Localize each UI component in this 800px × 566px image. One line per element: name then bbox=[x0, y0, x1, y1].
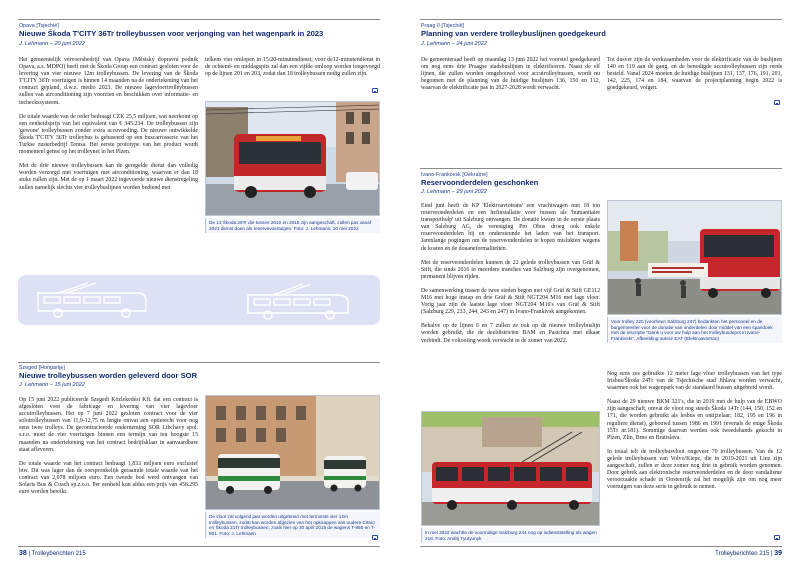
byline-szeged: J. Lehmann – 15 juni 2022 bbox=[19, 382, 85, 388]
section-rule-left bbox=[18, 362, 380, 363]
end-of-article-icon bbox=[774, 535, 780, 540]
szeged-column-1 bbox=[19, 397, 198, 496]
photo-illustration bbox=[422, 412, 600, 526]
page-number: 38 bbox=[19, 550, 27, 557]
paragraph: Nog eens zes gebruikte 12 meter lage vloer trolleybussen van het type Irisbus/Škoda 24Tr van de Tsjechische stad Jihlava worden verwacht, waarmee ook het wagenpark van de standaard bussen uitgebreid wordt. bbox=[607, 371, 782, 392]
caption-opava-photo: De 13 Škoda 26Tr die tussen 2010 en 2015 zijn aangeschaft, zullen pas vanaf 2023 dienst doen als reservevoertuigen. Foto: J. Lehmann, 10 mei 2022 bbox=[205, 218, 380, 233]
end-of-article-icon bbox=[774, 100, 780, 105]
byline-ivano-frankovsk: J. Lehmann – 29 juni 2022 bbox=[421, 189, 487, 195]
section-rule-right bbox=[420, 168, 782, 169]
caption-trolley-220-photo: Voor trolley 220 (voorheen Salzburg 247) bedankten het personeel en de burgemeester voor de donatie van onderdelen door middel van een spandoek met de inscriptie "Dank u voor uw hulp aan het trolleybusdepot in Ivano-Frankivsk!", Afbeelding auteur EAT (Elektroavtotran) bbox=[607, 317, 782, 343]
opava-column-2 bbox=[205, 57, 380, 78]
paragraph: Met de reserveonderdelen kunnen de 22 gelede trolleybussen van Gräf & Stift, die sinds 2016 in meerdere tranches van Salzburg zijn overgenomen, permanent blijven rijden. bbox=[421, 259, 600, 280]
ivano-column-2 bbox=[607, 371, 782, 491]
footer-left: 38 | Trolleyberichten 215 bbox=[19, 550, 86, 557]
paragraph: Met de drie nieuwe trolleybussen kan de geregelde dienst dan volledig worden verzorgd met voertuigen met airconditioning, waarvan er dan 18 stuks zullen zijn. Met de op 1 maart 2022 ingevoerde nieuwe dienstregeling zullen namelijk slechts vier trolleybuslijnen worden bediend met bbox=[19, 163, 198, 191]
photo-illustration bbox=[206, 396, 380, 510]
footer-rule-right bbox=[420, 546, 782, 547]
photo-skoda-26tr-trolleybus bbox=[205, 101, 380, 216]
photo-illustration bbox=[206, 102, 380, 216]
paragraph: In totaal telt de trolleybusvloot ongeveer 70 trolleybussen. Van de 12 gelede trolleybussen van Volvo/Kiepe, die in 2019-2021 uit Linz zijn aangeschaft, zullen er deze zomer nog drie in gebruik worden genomen. Door gebrek aan elektronische reserveonderdelen en de door vandalisme veroorzaakte schade in Oostenrijk zal het mogelijk zijn om nog meer voertuigen van deze serie in gebruik te nemen. bbox=[607, 448, 782, 491]
paragraph: Op 15 juni 2022 publiceerde Szegedi Közlekedési Kft. dat een contract is afgesloten voor de fabricage en levering van vier lagevloer accutrolleybussen. Het op 7 juni 2022 gesloten contract voor de vier solotrolleybussen van 11,9-12,75 m lengte omvat een optierecht voor nog eens twee trolleys. De gecontracteerde onderneming SOR Libchavy spol. s.r.o. moet de vier voertuigen binnen een termijn van ten hoogste 15 maanden na ondertekening van het contract bedrijfsklaar in aanvaardbare staat afleveren. bbox=[19, 397, 198, 453]
paragraph: telkens vier omlopen in 15/20-minutendienst; voor de12-minutendienst in de ochtend- en middagspits zal dan een vijfde omloop worden toegevoegd op de lijnen 201 en 203, zodat dan 18 trolleybussen nodig zullen zijn. bbox=[205, 57, 380, 78]
paragraph: De samenwerking tussen de twee steden begon met vijf Gräf & Stift GE112 M16 met hoge instap en drie Gräf & Stift NGT204 M16 met lage vloer. Vorig jaar zijn de laatste lage vloer NGT204 M16's van Gräf & Stift (Salzburg 229, 233, 244, 243 en 247) in Ivano-Frankivsk aangekomen. bbox=[421, 287, 600, 316]
trolleybus-silhouette-banner bbox=[18, 275, 380, 325]
end-of-article-icon bbox=[372, 88, 378, 93]
photo-szeged-trolleybuses bbox=[205, 395, 380, 510]
location-ivano-frankovsk: Ivano-Frankovsk [Oekraïne] bbox=[421, 172, 488, 178]
location-praag: Praag II [Tsjechië] bbox=[421, 23, 465, 29]
end-of-article-icon bbox=[372, 535, 378, 540]
magazine-title: Trolleyberichten 215 bbox=[715, 551, 770, 557]
paragraph: Eind juni heeft de KP 'Elektroavtotrans' een vrachtwagen met 18 ton reserveonderdelen en een hefinstallatie voor bussen als 'humanitaire transporthulp' uit Salzburg ontvangen. De donatie kwam in de eerste plaats van Salzburg AG, de vereniging Pro Obus droeg ook enkele reserveonderdelen bij en ondersteunde het laden van het transport. Jarenlange pogingen om de reserveonderdelen te kopen mislukten wegens de kosten en de douaneformaliteiten. bbox=[421, 203, 600, 252]
paragraph: De gemeenteraad heeft op maandag 13 juni 2022 het voorstel goedgekeurd om nog eens drie Praagse stadsbuslijnen te elektrificeren. Naast de elf lijnen, die zullen worden omgebouwd voor accutrolleybussen, wordt nu begonnen met de planning van de huidige buslijnen 136, 150 en 112, waarvan de elektrificatie pas in 2027-2028 wordt verwacht. bbox=[421, 57, 600, 92]
footer-right: Trolleyberichten 215 | 39 bbox=[715, 550, 782, 557]
ivano-column-1 bbox=[421, 203, 600, 345]
paragraph: Naast de 29 nieuwe BKM 321's, die in 2019 met de hulp van de EBWO zijn aangeschaft, omvat de vloot nog steeds Škoda 14Tr (144, 150, 152 en 171, die worden gebruikt als lesbus en ontijzelaar; 182, 195 en 196 in reguliere dienst), gebouwd tussen 1986 en 1991 (evenals de enige Škoda 15Tr nr.181). Sommige daarvan werden ook tweedehands gekocht in Plzen, Zlin, Brno en Bratislava. bbox=[607, 399, 782, 441]
paragraph: De totale waarde van de order bedraagt CZK 25,5 miljoen, wat neerkomt op een eenheidsprijs van het equivalent van € 345.234. De trolleybussen zijn 'gewone' trolleybussen zonder extra accuvoeding. De nieuwe ontwikkelde Škoda T'CITY 36Tr trolleybus is gebaseerd op een buscarrosserie van het Turkse zusterbedrijf Temsa. Het eerste prototype van het product wordt momenteel getest op het trolleynet in het Plzen. bbox=[19, 113, 198, 156]
top-rule-left bbox=[18, 19, 380, 20]
magazine-title: Trolleyberichten 215 bbox=[31, 551, 86, 557]
byline-praag: J. Lehmann – 24 juni 2022 bbox=[421, 41, 487, 47]
headline-szeged: Nieuwe trolleybussen worden geleverd door SOR bbox=[19, 371, 198, 380]
headline-opava: Nieuwe Škoda T'CITY 36Tr trolleybussen voor verjonging van het wagenpark in 2023 bbox=[19, 29, 324, 38]
trolleybus-silhouette-icon bbox=[18, 275, 380, 325]
caption-szeged-photo: De vloot zal volgend jaar worden uitgebreid met terminste vier 12m trolleybussen, zodat kan worden afgezien van het opknappen van oudere Citaro en Škoda 21Tr trolleybussen, zoals hier op 30 april 2019 de wagens T-865 en T-801. Foto: J. Lehmann bbox=[205, 512, 380, 538]
paragraph: Behalve op de lijnen 6 en 7 zullen ze ook op de nieuwe trolleybuslijn worden gebruikt, die de deeldistricten BAM en Pasichna met elkaar verbindt. De voltooiing wordt verwacht in de zomer van 2022. bbox=[421, 323, 600, 344]
praag-column-1 bbox=[421, 57, 600, 92]
location-opava: Opava [Tsjechië] bbox=[19, 23, 59, 29]
photo-illustration bbox=[608, 201, 782, 315]
paragraph: De totale waarde van het contract bedraagt 1,833 miljoen euro exclusief btw. Dit was lager dan de oorspronkelijk geraamde totale waarde van het contract van 2,078 miljoen euro. Een tweede bod werd ontvangen van Solaris Bus & Coach sp.z.o.o. Per eenheid kon aldus een prijs van 458.295 euro worden bereikt. bbox=[19, 460, 198, 496]
caption-salzburg-244-photo: In mei 2022 wachtte de voormalige Salzburg 244 nog op indienststelling als wagen 218. Foto: Andrij Tyutyunyk bbox=[421, 528, 600, 543]
headline-ivano-frankovsk: Reservoonderdelen geschonken bbox=[421, 178, 539, 187]
praag-column-2 bbox=[607, 57, 782, 92]
top-rule-right bbox=[420, 19, 782, 20]
photo-trolley-220-banner bbox=[607, 200, 782, 315]
footer-rule-left bbox=[18, 546, 380, 547]
photo-salzburg-244-articulated bbox=[421, 411, 600, 526]
paragraph: Het gemeentelijk vervoersbedrijf van Opava (Městský dopravní podnik Opava, a.s. MDPO) heeft met de Škoda Group een contract gesloten voor de levering van vier nieuwe 12m trolleybussen. De levering van de Škoda T'CITY 36Tr voertuigen is binnen 14 maanden na de ondertekening van het contract gepland, d.w.z. medio 2023. De nieuwe lagevloertrolleybussen zullen van airconditioning zijn voorzien en beschikken over informatie- en incheckssysteem. bbox=[19, 57, 198, 106]
page-number: 39 bbox=[774, 550, 782, 557]
opava-column-1 bbox=[19, 57, 198, 192]
paragraph: Tot dusver zijn de werkzaamheden voor de elektrificatie van de buslijnen 140 en 119 aan de gang, en de benodigde accutrolleybussen zijn reeds besteld. Vanaf 2024 moeten de huidige buslijnen 131, 137, 176, 191, 201, 142, 225, 174 en 184, waarvan de projectplanning begin 2022 is goedgekeurd, volgen. bbox=[607, 57, 782, 92]
headline-praag: Planning van verdere trolleybuslijnen goedgekeurd bbox=[421, 29, 606, 38]
location-szeged: Szeged [Hongarije] bbox=[19, 365, 65, 371]
byline-opava: J. Lehmann – 20 juni 2022 bbox=[19, 41, 85, 47]
